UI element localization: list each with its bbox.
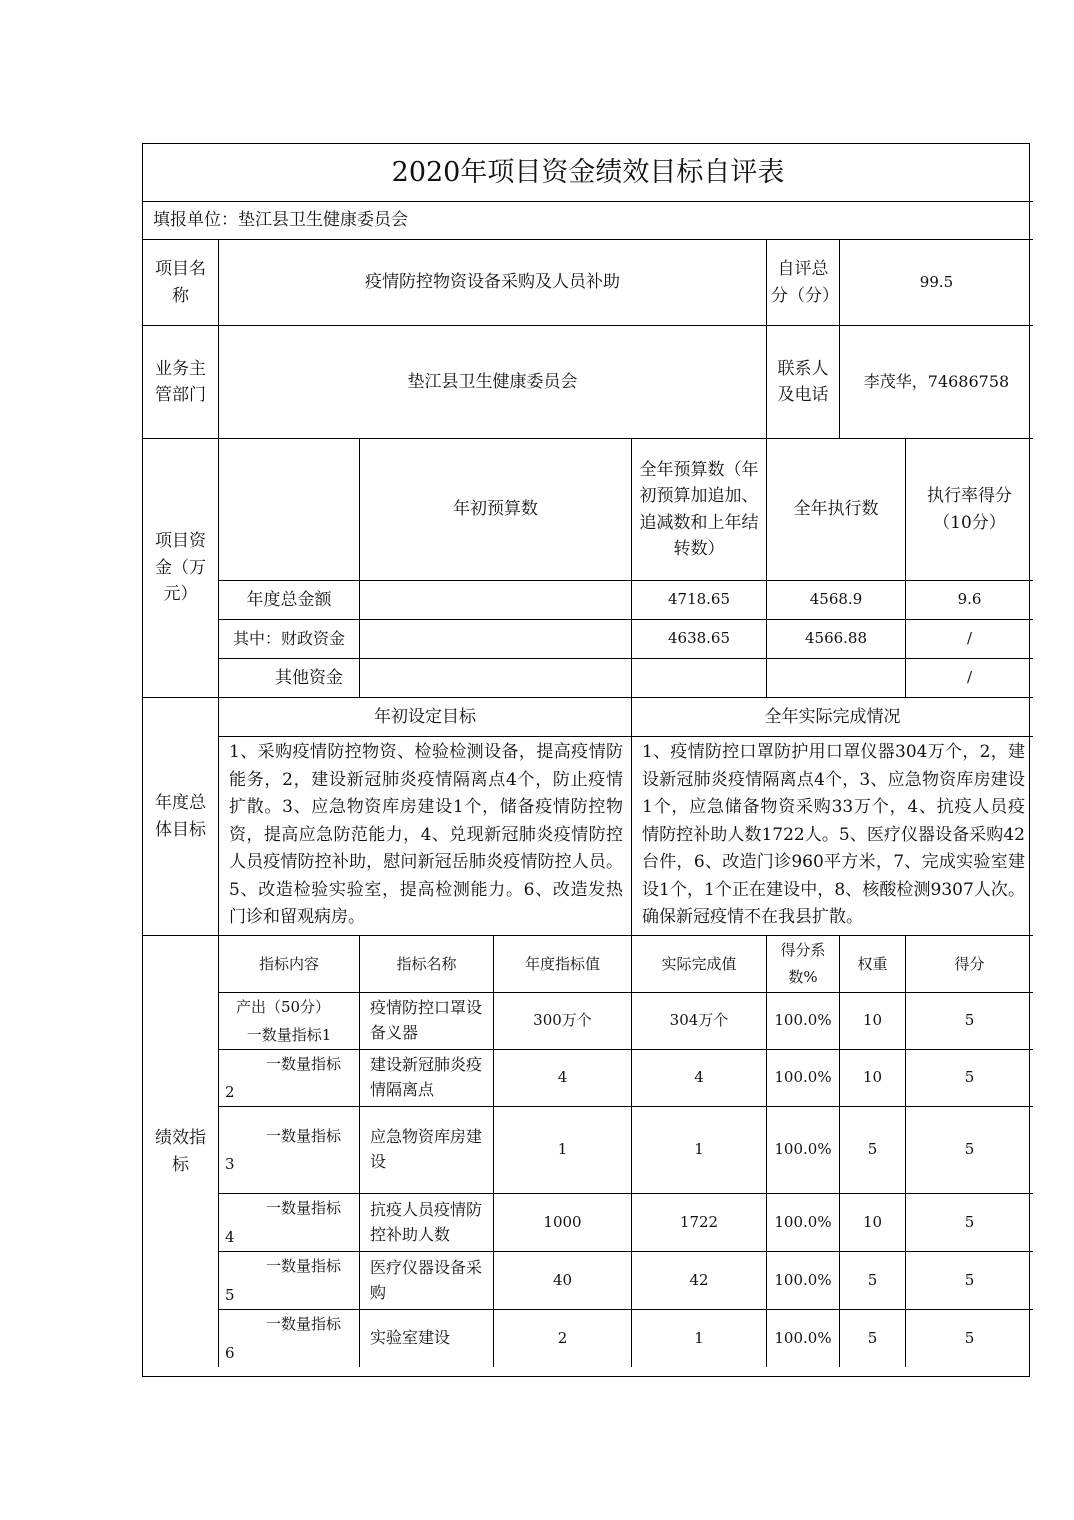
ind-row-weight: 5 [840, 1252, 906, 1310]
funds-row-label: 其中：财政资金 [219, 620, 360, 659]
ind-row-actual: 1 [632, 1310, 767, 1367]
ind-row-actual: 42 [632, 1252, 767, 1310]
reporting-unit: 填报单位：垫江县卫生健康委员会 [143, 202, 1033, 240]
ind-content-line1: 一数量指标 [265, 1257, 341, 1275]
ind-header-content: 指标内容 [219, 936, 360, 993]
ind-row-coef: 100.0% [767, 1310, 840, 1367]
funds-row-executed [767, 659, 906, 698]
project-name-label: 项目名称 [143, 240, 219, 326]
funds-row-executed: 4566.88 [767, 620, 906, 659]
ind-row-weight: 5 [840, 1310, 906, 1367]
ind-row-score: 5 [964, 1328, 975, 1347]
funds-row-annual [632, 659, 767, 698]
ind-header-score: 得分 [906, 936, 1033, 993]
goals-set-header: 年初设定目标 [219, 698, 632, 737]
ind-row-score: 5 [906, 1252, 1033, 1310]
ind-header-actual: 实际完成值 [632, 936, 767, 993]
goals-set-text: 1、采购疫情防控物资、检验检测设备，提高疫情防能务，2，建设新冠肺炎疫情隔离点4个，防止疫情扩散。3、应急物资库房建设1个，储备疫情防控物资，提高应急防范能力，4、兑现新冠肺炎疫情防控人员疫情防控补助，慰问新冠岳肺炎疫情防控人员。5、改造检验实验室，提高检测能力。6、改造发热门诊和留观病房。 [219, 737, 632, 936]
ind-header-coef: 得分系数% [767, 936, 840, 993]
ind-content-line2: 5 [225, 1285, 235, 1304]
ind-row-coef: 100.0% [767, 1107, 840, 1194]
ind-row-weight: 10 [840, 1050, 906, 1107]
ind-row-target: 4 [494, 1050, 632, 1107]
funds-section-label: 项目资金（万元） [143, 439, 219, 698]
project-name-value: 疫情防控物资设备采购及人员补助 [219, 240, 767, 326]
department-value: 垫江县卫生健康委员会 [219, 326, 767, 439]
ind-header-target: 年度指标值 [494, 936, 632, 993]
ind-content-line1: 一数量指标 [265, 1126, 341, 1145]
funds-row-initial [360, 620, 632, 659]
table-title: 2020年项目资金绩效目标自评表 [143, 144, 1033, 202]
ind-row-actual: 1 [632, 1107, 767, 1194]
ind-content-line2: 3 [225, 1155, 235, 1173]
ind-content-line2: 4 [225, 1227, 235, 1246]
funds-row-initial [360, 581, 632, 620]
goals-section-label: 年度总体目标 [143, 698, 219, 936]
ind-content-line1: 一数量指标 [265, 1054, 341, 1073]
ind-content-line1: 一数量指标 [265, 1315, 341, 1333]
ind-row-content [219, 1194, 360, 1252]
ind-row-content [219, 1310, 360, 1367]
ind-row-content [219, 1252, 360, 1310]
ind-row-name: 疫情防控口罩设备义器 [360, 993, 494, 1050]
ind-row-name: 实验室建设 [360, 1310, 494, 1367]
ind-row-score: 5 [906, 993, 1033, 1050]
funds-header-annual: 全年预算数（年初预算加追加、追减数和上年结转数） [632, 439, 767, 581]
ind-content-line2: 6 [225, 1343, 235, 1362]
ind-header-name: 指标名称 [360, 936, 494, 993]
ind-row-score: 5 [906, 1194, 1033, 1252]
ind-row-coef: 100.0% [767, 1194, 840, 1252]
funds-row-annual: 4638.65 [632, 620, 767, 659]
ind-row-content [219, 993, 360, 1050]
funds-row-rate: / [906, 659, 1033, 698]
self-score-label: 自评总分（分） [767, 240, 840, 326]
ind-row-coef: 100.0% [767, 993, 840, 1050]
department-label: 业务主管部门 [143, 326, 219, 439]
funds-row-label: 其他资金 [219, 659, 360, 698]
ind-row-target: 2 [494, 1310, 632, 1367]
ind-row-name: 医疗仪器设备采购 [360, 1252, 494, 1310]
funds-row-executed: 4568.9 [767, 581, 906, 620]
ind-row-score: 5 [906, 1050, 1033, 1107]
contact-label: 联系人及电话 [767, 326, 840, 439]
ind-content-line1: 一数量指标 [265, 1199, 341, 1217]
ind-row-weight: 10 [840, 993, 906, 1050]
ind-row-weight: 5 [840, 1107, 906, 1194]
funds-header-executed: 全年执行数 [767, 439, 906, 581]
funds-header-blank [219, 439, 360, 581]
ind-row-name: 抗疫人员疫情防控补助人数 [360, 1194, 494, 1252]
funds-row-label: 年度总金额 [219, 581, 360, 620]
ind-row-actual: 1722 [632, 1194, 767, 1252]
ind-content-line1: 产出（50分） [235, 997, 331, 1016]
indicators-section-label: 绩效指标 [143, 936, 219, 1367]
funds-row-rate: / [906, 620, 1033, 659]
ind-row-target: 300万个 [494, 993, 632, 1050]
ind-row-coef: 100.0% [767, 1050, 840, 1107]
ind-row-content [219, 1107, 360, 1194]
ind-row-target: 40 [494, 1252, 632, 1310]
ind-row-content [219, 1050, 360, 1107]
ind-row-target: 1000 [494, 1194, 632, 1252]
performance-table [142, 143, 1030, 1377]
ind-row-coef: 100.0% [767, 1252, 840, 1310]
ind-row-name: 应急物资库房建设 [360, 1107, 494, 1194]
funds-row-initial [360, 659, 632, 698]
funds-header-rate: 执行率得分（10分） [906, 439, 1033, 581]
contact-value: 李茂华，74686758 [840, 326, 1033, 439]
ind-content-line2: 一数量指标1 [246, 1026, 332, 1044]
goals-actual-header: 全年实际完成情况 [632, 698, 1033, 737]
funds-row-rate: 9.6 [906, 581, 1033, 620]
funds-row-annual: 4718.65 [632, 581, 767, 620]
ind-row-weight: 10 [840, 1194, 906, 1252]
ind-row-target: 1 [494, 1107, 632, 1194]
ind-row-actual: 304万个 [632, 993, 767, 1050]
ind-row-actual: 4 [632, 1050, 767, 1107]
ind-row-score: 5 [906, 1107, 1033, 1194]
ind-header-weight: 权重 [840, 936, 906, 993]
goals-actual-text: 1、疫情防控口罩防护用口罩仪器304万个，2，建设新冠肺炎疫情隔离点4个，3、应急物资库房建设1个，应急储备物资采购33万个，4、抗疫人员疫情防控补助人数1722人。5、医疗仪器设备采购42台件，6、改造门诊960平方米，7、完成实验室建设1个，1个正在建设中，8、核酸检测9307人次。确保新冠疫情不在我县扩散。 [632, 737, 1033, 936]
ind-row-name: 建设新冠肺炎疫情隔离点 [360, 1050, 494, 1107]
ind-content-line2: 2 [225, 1083, 235, 1101]
self-score-value: 99.5 [840, 240, 1033, 326]
funds-header-initial: 年初预算数 [360, 439, 632, 581]
